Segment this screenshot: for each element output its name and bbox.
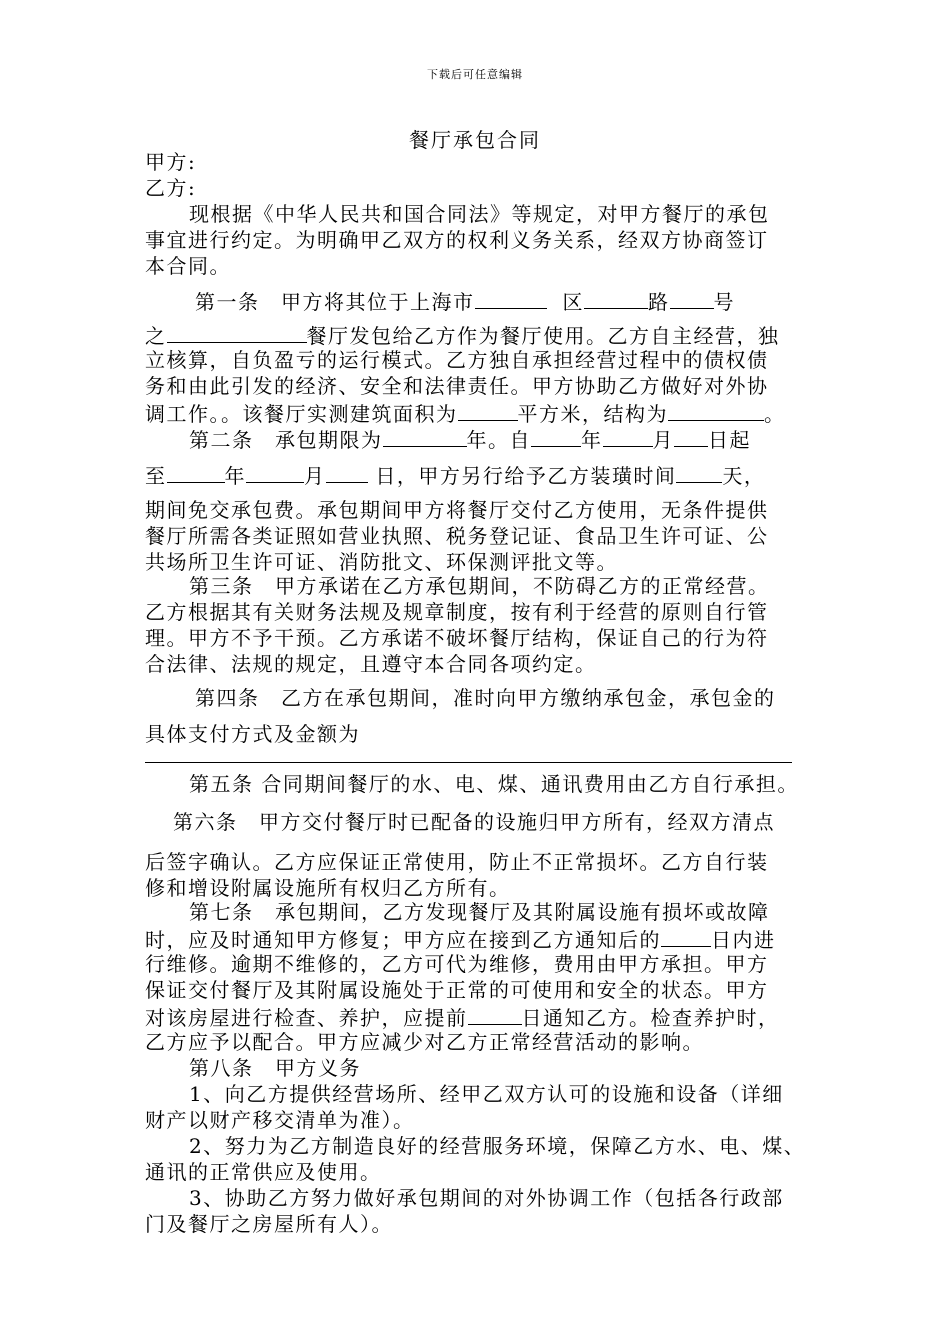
article-7-notice-days-label: 日通知乙方。检查养护时， bbox=[521, 1006, 780, 1030]
blank-city-location[interactable] bbox=[475, 288, 547, 309]
party-a-line: 甲方: bbox=[145, 150, 197, 174]
blank-start-day[interactable] bbox=[674, 426, 708, 447]
article-7-repair-text: 时，应及时通知甲方修复；甲方应在接到乙方通知后的 bbox=[145, 928, 661, 952]
blank-decor-days[interactable] bbox=[676, 462, 722, 483]
article-7-line-6: 乙方应予以配合。甲方应减少对乙方正常经营活动的影响。 bbox=[145, 1030, 704, 1054]
article-2-year-label: 年 bbox=[581, 428, 603, 452]
article-1-line-1 bbox=[145, 288, 875, 314]
article-7-notice-text: 对该房屋进行检查、养护，应提前 bbox=[145, 1006, 468, 1030]
article-4-line-2: 具体支付方式及金额为 bbox=[145, 722, 360, 746]
blank-structure[interactable] bbox=[668, 400, 764, 421]
intro-line-1: 现根据《中华人民共和国合同法》等规定，对甲方餐厅的承包 bbox=[189, 202, 770, 226]
article-2-line-5: 共场所卫生许可证、消防批文、环保测评批文等。 bbox=[145, 550, 618, 574]
article-1-text: 第一条 甲方将其位于上海市 bbox=[195, 290, 475, 314]
article-1-area-text: 调工作。。该餐厅实测建筑面积为 bbox=[145, 402, 458, 426]
article-8-item-2-line-1: 2、努力为乙方制造良好的经营服务环境，保障乙方水、电、煤、 bbox=[189, 1134, 806, 1158]
article-7-line-5 bbox=[145, 1004, 825, 1030]
page-header-note: 下载后可任意编辑 bbox=[427, 68, 523, 81]
article-2-line-4: 餐厅所需各类证照如营业执照、税务登记证、食品卫生许可证、公 bbox=[145, 524, 769, 548]
article-2-to-text: 至 bbox=[145, 464, 167, 488]
intro-line-2: 事宜进行约定。为明确甲乙双方的权利义务关系，经双方协商签订 bbox=[145, 228, 769, 252]
article-2-decor-text: 日，甲方另行给予乙方装璜时间 bbox=[367, 464, 677, 488]
article-2-line-2 bbox=[145, 462, 825, 488]
article-1-district: 区 bbox=[562, 290, 584, 314]
document-title: 餐厅承包合同 bbox=[409, 128, 541, 152]
article-6-line-2: 后签字确认。乙方应保证正常使用，防止不正常损坏。乙方自行装 bbox=[145, 850, 769, 874]
article-2-end-year-label: 年 bbox=[224, 464, 246, 488]
article-1-line-5 bbox=[145, 400, 825, 426]
article-7-repair-days-label: 日内进 bbox=[711, 928, 776, 952]
article-6-line-3: 修和增设附属设施所有权归乙方所有。 bbox=[145, 876, 511, 900]
party-b-line: 乙方: bbox=[145, 176, 197, 200]
article-8-heading: 第八条 甲方义务 bbox=[189, 1056, 361, 1080]
blank-restaurant-name[interactable] bbox=[167, 322, 307, 343]
article-3-line-4: 合法律、法规的规定，且遵守本合同各项约定。 bbox=[145, 652, 597, 676]
article-2-days-label: 天， bbox=[722, 464, 766, 488]
article-8-item-2-line-2: 通讯的正常供应及使用。 bbox=[145, 1160, 382, 1184]
article-7-line-4: 保证交付餐厅及其附属设施处于正常的可使用和安全的状态。甲方 bbox=[145, 978, 769, 1002]
article-5-line: 第五条 合同期间餐厅的水、电、煤、通讯费用由乙方自行承担。 bbox=[189, 772, 799, 796]
blank-payment-details[interactable] bbox=[145, 762, 792, 763]
article-7-line-3: 行维修。逾期不维修的，乙方可代为维修，费用由甲方承担。甲方 bbox=[145, 952, 769, 976]
article-1-period: 。 bbox=[764, 402, 786, 426]
blank-notice-days[interactable] bbox=[468, 1004, 522, 1025]
article-2-day-label: 日起 bbox=[708, 428, 751, 452]
article-8-item-3-line-2: 门及餐厅之房屋所有人）。 bbox=[145, 1212, 393, 1236]
blank-road[interactable] bbox=[670, 288, 714, 309]
article-1-number: 号 bbox=[713, 290, 735, 314]
article-7-line-1: 第七条 承包期间，乙方发现餐厅及其附属设施有损坏或故障 bbox=[189, 900, 770, 924]
blank-area[interactable] bbox=[458, 400, 518, 421]
article-1-text-2: 餐厅发包给乙方作为餐厅使用。乙方自主经营，独 bbox=[306, 324, 780, 348]
article-7-line-2 bbox=[145, 926, 825, 952]
article-4-line-1: 第四条 乙方在承包期间，准时向甲方缴纳承包金，承包金的 bbox=[195, 686, 776, 710]
article-8-item-1-line-2: 财产以财产移交清单为准）。 bbox=[145, 1108, 415, 1132]
article-1-line-4: 务和由此引发的经济、安全和法律责任。甲方协助乙方做好对外协 bbox=[145, 374, 769, 398]
blank-term-years[interactable] bbox=[383, 426, 467, 447]
article-2-line-3: 期间免交承包费。承包期间甲方将餐厅交付乙方使用，无条件提供 bbox=[145, 498, 769, 522]
article-1-road: 路 bbox=[648, 290, 670, 314]
article-2-from-text: 年。自 bbox=[466, 428, 531, 452]
blank-start-month[interactable] bbox=[603, 426, 653, 447]
article-2-month-label: 月 bbox=[652, 428, 674, 452]
article-2-term-text: 第二条 承包期限为 bbox=[189, 428, 383, 452]
article-2-end-month-label: 月 bbox=[304, 464, 326, 488]
article-1-line-2 bbox=[145, 322, 825, 348]
article-2-line-1 bbox=[145, 426, 869, 452]
blank-end-year[interactable] bbox=[167, 462, 225, 483]
blank-repair-days[interactable] bbox=[661, 926, 711, 947]
article-6-line-1: 第六条 甲方交付餐厅时已配备的设施归甲方所有，经双方清点 bbox=[173, 810, 775, 834]
article-1-zhi: 之 bbox=[145, 324, 167, 348]
blank-start-year[interactable] bbox=[531, 426, 581, 447]
blank-district[interactable] bbox=[584, 288, 648, 309]
article-1-line-3: 立核算，自负盈亏的运行模式。乙方独自承担经营过程中的债权债 bbox=[145, 348, 769, 372]
blank-end-day[interactable] bbox=[326, 462, 368, 483]
intro-line-3: 本合同。 bbox=[145, 254, 231, 278]
blank-end-month[interactable] bbox=[246, 462, 304, 483]
article-8-item-3-line-1: 3、协助乙方努力做好承包期间的对外协调工作（包括各行政部 bbox=[189, 1186, 784, 1210]
article-1-structure-text: 平方米，结构为 bbox=[517, 402, 668, 426]
article-3-line-3: 理。甲方不予干预。乙方承诺不破坏餐厅结构，保证自己的行为符 bbox=[145, 626, 769, 650]
article-3-line-2: 乙方根据其有关财务法规及规章制度，按有利于经营的原则自行管 bbox=[145, 600, 769, 624]
article-3-line-1: 第三条 甲方承诺在乙方承包期间，不防碍乙方的正常经营。 bbox=[189, 574, 770, 598]
article-8-item-1-line-1: 1、向乙方提供经营场所、经甲乙双方认可的设施和设备（详细 bbox=[189, 1082, 784, 1106]
